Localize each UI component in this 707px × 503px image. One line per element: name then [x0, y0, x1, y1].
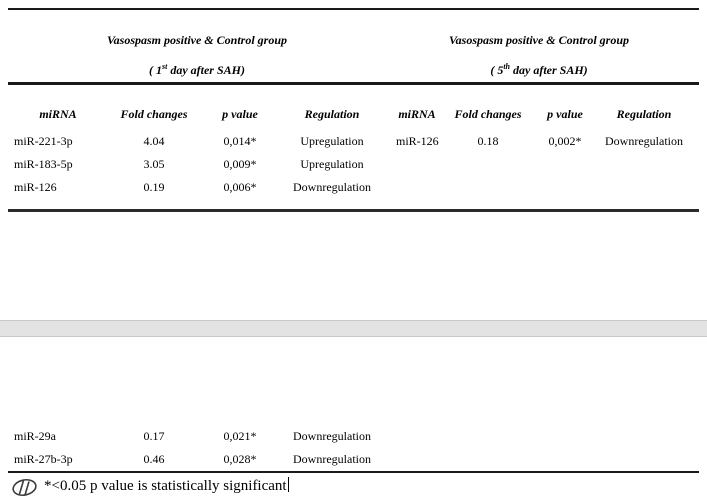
column-header-p-value: p value	[222, 107, 258, 121]
regulation-cell: Upregulation	[300, 134, 364, 148]
regulation-cell: Downregulation	[293, 452, 371, 466]
mirna-cell: miR-27b-3p	[14, 452, 73, 466]
group-subtitle: ( 5th day after SAH)	[490, 62, 588, 77]
copilot-icon[interactable]	[11, 478, 38, 497]
column-header-regulation: Regulation	[304, 107, 360, 121]
column-header-mirna: miRNA	[39, 107, 77, 121]
ordinal-superscript: th	[503, 62, 510, 71]
p-value-cell: 0,002*	[548, 134, 582, 148]
column-header-p-value: p value	[547, 107, 583, 121]
table-top-rule	[8, 8, 699, 10]
page-break-gap	[0, 320, 707, 337]
fold-change-cell: 3.05	[143, 157, 165, 171]
regulation-cell: Downregulation	[293, 180, 371, 194]
p-value-cell: 0,006*	[223, 180, 257, 194]
table-row	[0, 156, 707, 172]
column-header-fold-changes: Fold changes	[120, 107, 188, 121]
column-header-mirna: miRNA	[398, 107, 436, 121]
group-subtitle: ( 1st day after SAH)	[148, 62, 245, 77]
footnote-text: *<0.05 p value is statistically significant	[44, 478, 287, 494]
table-row	[0, 428, 707, 444]
group-title: Vasospasm positive & Control group	[106, 33, 288, 47]
mirna-cell: miR-126	[396, 134, 439, 148]
mirna-cell: miR-183-5p	[14, 157, 73, 171]
fold-change-cell: 0.46	[143, 452, 165, 466]
fold-change-cell: 4.04	[143, 134, 165, 148]
fold-change-cell: 0.18	[477, 134, 499, 148]
table-header-row	[0, 106, 707, 122]
column-header-fold-changes: Fold changes	[454, 107, 522, 121]
mirna-cell: miR-221-3p	[14, 134, 73, 148]
table-header-rule	[8, 82, 699, 85]
group-title: Vasospasm positive & Control group	[448, 33, 630, 47]
regulation-cell: Downregulation	[605, 134, 683, 148]
p-value-cell: 0,021*	[223, 429, 257, 443]
table-bottom-rule	[8, 471, 699, 473]
fold-change-cell: 0.17	[143, 429, 165, 443]
p-value-cell: 0,028*	[223, 452, 257, 466]
ordinal-superscript: st	[161, 62, 168, 71]
table-row	[0, 179, 707, 195]
table-section-rule	[8, 209, 699, 212]
mirna-cell: miR-29a	[14, 429, 56, 443]
regulation-cell: Upregulation	[300, 157, 364, 171]
table-row	[0, 451, 707, 467]
p-value-cell: 0,009*	[223, 157, 257, 171]
regulation-cell: Downregulation	[293, 429, 371, 443]
column-header-regulation: Regulation	[616, 107, 672, 121]
table-row	[0, 133, 707, 149]
text-cursor	[288, 477, 290, 492]
fold-change-cell: 0.19	[143, 180, 165, 194]
mirna-cell: miR-126	[14, 180, 57, 194]
group-header-day1	[47, 34, 347, 77]
p-value-cell: 0,014*	[223, 134, 257, 148]
group-header-day5	[389, 34, 689, 77]
significance-footnote[interactable]	[44, 476, 289, 496]
